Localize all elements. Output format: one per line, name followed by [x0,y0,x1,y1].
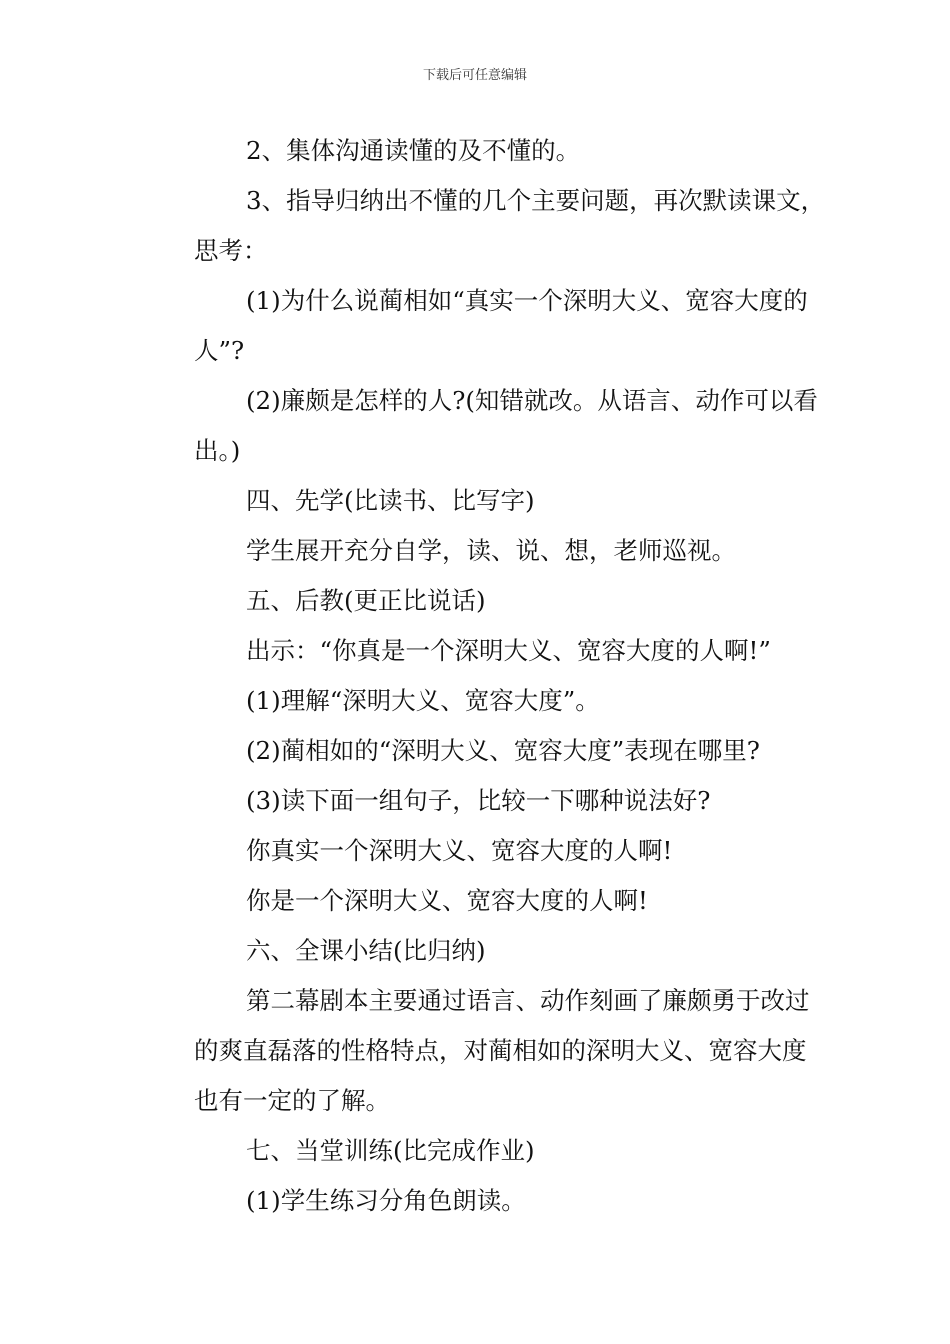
paragraph [145,126,815,176]
text-line: 3、指导归纳出不懂的几个主要问题，再次默读课文， [246,186,826,215]
paragraph [145,176,826,276]
text-line: (1)为什么说蔺相如“真实一个深明大义、宽容大度的 [246,286,808,315]
text-line: 出。) [194,436,241,465]
paragraph [145,826,815,876]
paragraph [145,776,815,826]
text-line: 人”? [194,336,245,365]
text-line: (1)理解“深明大义、宽容大度”。 [246,686,600,715]
paragraph [145,376,818,476]
paragraph [145,526,815,576]
text-line: 你是一个深明大义、宽容大度的人啊! [246,886,648,915]
text-line: (2)廉颇是怎样的人?(知错就改。从语言、动作可以看 [246,386,818,415]
section-heading [145,926,815,976]
page-header: 下载后可任意编辑 [422,68,527,83]
document-body [145,126,826,1226]
paragraph [145,876,815,926]
text-line: 出示：“你真是一个深明大义、宽容大度的人啊!” [246,636,771,665]
text-line: 五、后教(更正比说话) [246,586,486,615]
text-line: 思考： [194,236,268,265]
paragraph [145,626,815,676]
text-line: 你真实一个深明大义、宽容大度的人啊! [246,836,673,865]
paragraph [145,976,815,1126]
section-heading [145,476,815,526]
text-line: (3)读下面一组句子，比较一下哪种说法好? [246,786,711,815]
text-line: 第二幕剧本主要通过语言、动作刻画了廉颇勇于改过 [246,986,810,1015]
section-heading [145,576,815,626]
text-line: 也有一定的了解。 [194,1086,390,1115]
text-line: 七、当堂训练(比完成作业) [246,1136,535,1165]
text-line: 2、集体沟通读懂的及不懂的。 [246,136,581,165]
text-line: 六、全课小结(比归纳) [246,936,486,965]
text-line: (2)蔺相如的“深明大义、宽容大度”表现在哪里? [246,736,760,765]
section-heading [145,1126,815,1176]
text-line: (1)学生练习分角色朗读。 [246,1186,526,1215]
paragraph [145,726,815,776]
paragraph [145,276,815,376]
text-line: 的爽直磊落的性格特点，对蔺相如的深明大义、宽容大度 [194,1036,807,1065]
paragraph [145,676,815,726]
text-line: 四、先学(比读书、比写字) [246,486,535,515]
paragraph [145,1176,815,1226]
text-line: 学生展开充分自学，读、说、想，老师巡视。 [246,536,736,565]
